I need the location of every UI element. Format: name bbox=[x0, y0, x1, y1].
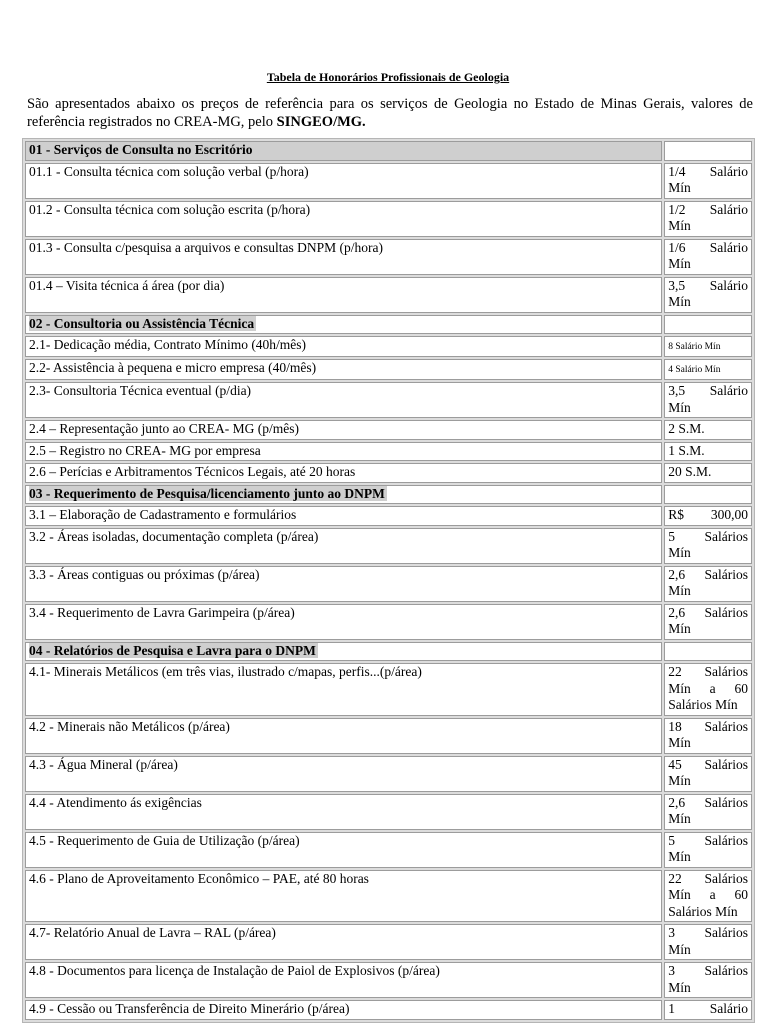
service-description: 4.9 - Cessão ou Transferência de Direito Minerário (p/área) bbox=[25, 1000, 662, 1020]
fee-value bbox=[664, 277, 752, 313]
fee-row bbox=[25, 1000, 752, 1020]
service-description: 4.1- Minerais Metálicos (em três vias, ilustrado c/mapas, perfis...(p/área) bbox=[25, 663, 662, 716]
section-title-text: 02 - Consultoria ou Assistência Técnica bbox=[29, 315, 255, 331]
service-description: 4.8 - Documentos para licença de Instalação de Paiol de Explosivos (p/área) bbox=[25, 962, 662, 998]
fee-value-line: 5 Salários bbox=[668, 832, 748, 848]
fee-value-text: 1 S.M. bbox=[668, 442, 705, 458]
fee-value-line: 3 Salários bbox=[668, 925, 748, 940]
fee-row bbox=[25, 528, 752, 564]
service-description: 2.1- Dedicação média, Contrato Mínimo (40h/mês) bbox=[25, 336, 662, 357]
fee-row bbox=[25, 794, 752, 830]
fee-row bbox=[25, 718, 752, 754]
fee-value bbox=[664, 794, 752, 830]
fee-value bbox=[664, 336, 752, 357]
service-description: 3.3 - Áreas contiguas ou próximas (p/área) bbox=[25, 566, 662, 602]
fee-value-line: 18 Salários bbox=[668, 718, 748, 734]
section-title bbox=[25, 642, 662, 662]
service-description: 01.3 - Consulta c/pesquisa a arquivos e consultas DNPM (p/hora) bbox=[25, 239, 662, 275]
fee-row bbox=[25, 463, 752, 483]
fee-value-line: Mín bbox=[668, 399, 691, 415]
section-header-row bbox=[25, 642, 752, 662]
fee-value-line: Mín bbox=[668, 849, 691, 864]
fee-value-line: Mín a 60 bbox=[668, 680, 748, 696]
section-title bbox=[25, 315, 662, 335]
service-description: 3.4 - Requerimento de Lavra Garimpeira (p/área) bbox=[25, 604, 662, 640]
fee-value bbox=[664, 359, 752, 380]
section-title bbox=[25, 485, 662, 505]
intro-paragraph bbox=[27, 95, 753, 131]
fee-row bbox=[25, 566, 752, 602]
service-description: 01.2 - Consulta técnica com solução escrita (p/hora) bbox=[25, 201, 662, 237]
service-description: 4.4 - Atendimento ás exigências bbox=[25, 794, 662, 830]
intro-emphasis: SINGEO/MG. bbox=[276, 114, 366, 130]
service-description: 4.5 - Requerimento de Guia de Utilização (p/área) bbox=[25, 832, 662, 868]
section-title: 01 - Serviços de Consulta no Escritório bbox=[25, 141, 662, 161]
fee-row bbox=[25, 663, 752, 716]
fee-value-line: 3,5 Salário bbox=[668, 383, 748, 398]
service-description: 01.1 - Consulta técnica com solução verbal (p/hora) bbox=[25, 163, 662, 199]
fee-value bbox=[664, 962, 752, 998]
fee-value-line: Mín a 60 bbox=[668, 887, 748, 902]
fee-value-line: 45 Salários bbox=[668, 756, 748, 772]
fee-row bbox=[25, 163, 752, 199]
service-description: 4.3 - Água Mineral (p/área) bbox=[25, 756, 662, 792]
fee-row bbox=[25, 442, 752, 462]
fee-row bbox=[25, 336, 752, 357]
fee-value-line: 1/4 Salário bbox=[668, 163, 748, 179]
fee-value bbox=[664, 1000, 752, 1020]
fee-value-line: Mín bbox=[668, 256, 691, 271]
fee-row bbox=[25, 756, 752, 792]
fee-value bbox=[664, 382, 752, 418]
fee-value bbox=[664, 832, 752, 868]
fees-table-body bbox=[25, 141, 752, 1020]
fee-value-line: 22 Salários bbox=[668, 870, 748, 886]
section-value-cell bbox=[664, 485, 752, 505]
service-description: 2.2- Assistência à pequena e micro empresa (40/mês) bbox=[25, 359, 662, 380]
fee-value bbox=[664, 756, 752, 792]
section-title-text: 03 - Requerimento de Pesquisa/licenciamento junto ao DNPM bbox=[29, 485, 385, 501]
fee-value-line: Mín bbox=[668, 294, 691, 309]
section-value-cell bbox=[664, 642, 752, 662]
section-value-cell bbox=[664, 141, 752, 161]
fee-value bbox=[664, 420, 752, 440]
fee-value-line: 2,6 Salários bbox=[668, 566, 748, 582]
fee-row bbox=[25, 924, 752, 960]
section-header-row bbox=[25, 141, 752, 161]
fee-row bbox=[25, 382, 752, 418]
fee-value-line: Salários Mín bbox=[668, 697, 738, 712]
fee-value bbox=[664, 201, 752, 237]
fee-value-line: Mín bbox=[668, 583, 691, 598]
service-description: 3.2 - Áreas isoladas, documentação completa (p/área) bbox=[25, 528, 662, 564]
section-header-row bbox=[25, 485, 752, 505]
fee-row bbox=[25, 239, 752, 275]
service-description: 3.1 – Elaboração de Cadastramento e formulários bbox=[25, 506, 662, 526]
fee-value-line: Salários Mín bbox=[668, 903, 738, 919]
service-description: 4.6 - Plano de Aproveitamento Econômico – PAE, até 80 horas bbox=[25, 870, 662, 923]
fee-row bbox=[25, 604, 752, 640]
fee-row bbox=[25, 962, 752, 998]
service-description: 4.2 - Minerais não Metálicos (p/área) bbox=[25, 718, 662, 754]
service-description: 4.7- Relatório Anual de Lavra – RAL (p/área) bbox=[25, 924, 662, 960]
fee-value-line: 3 Salários bbox=[668, 963, 748, 978]
fee-value bbox=[664, 528, 752, 564]
fee-value-line: 1/2 Salário bbox=[668, 201, 748, 217]
fee-value bbox=[664, 163, 752, 199]
page-title: Tabela de Honorários Profissionais de Geologia bbox=[266, 70, 510, 84]
fee-value bbox=[664, 663, 752, 716]
fee-value bbox=[664, 924, 752, 960]
fee-value-line: Mín bbox=[668, 811, 691, 826]
fee-row bbox=[25, 201, 752, 237]
fee-value bbox=[664, 604, 752, 640]
section-header-row bbox=[25, 315, 752, 335]
fee-value-line: Mín bbox=[668, 941, 691, 957]
section-title-text: 04 - Relatórios de Pesquisa e Lavra para o DNPM bbox=[29, 642, 316, 658]
fee-row bbox=[25, 420, 752, 440]
fee-value-text: 4 Salário Mín bbox=[668, 365, 721, 375]
fee-value bbox=[664, 442, 752, 462]
fee-value bbox=[664, 718, 752, 754]
service-description: 01.4 – Visita técnica á área (por dia) bbox=[25, 277, 662, 313]
fees-table bbox=[22, 138, 755, 1023]
fee-value-line: Mín bbox=[668, 218, 691, 233]
fee-value-text: 20 S.M. bbox=[668, 464, 712, 479]
fee-row bbox=[25, 832, 752, 868]
fee-value-text: 2 S.M. bbox=[668, 421, 705, 436]
service-description: 2.6 – Perícias e Arbitramentos Técnicos Legais, até 20 horas bbox=[25, 463, 662, 483]
section-value-cell bbox=[664, 315, 752, 335]
fee-value bbox=[664, 566, 752, 602]
fee-value-line: Mín bbox=[668, 545, 691, 560]
fee-value-line: 22 Salários bbox=[668, 664, 748, 679]
fee-value-line: Mín bbox=[668, 180, 691, 195]
service-description: 2.3- Consultoria Técnica eventual (p/dia) bbox=[25, 382, 662, 418]
fee-value bbox=[664, 506, 752, 526]
fee-row bbox=[25, 506, 752, 526]
fee-value bbox=[664, 463, 752, 483]
fee-value-line: 1 Salário bbox=[668, 1001, 748, 1016]
fee-value-line: 1/6 Salário bbox=[668, 239, 748, 255]
fee-value-line: 2,6 Salários bbox=[668, 794, 748, 810]
fee-value-text: 8 Salário Mín bbox=[668, 342, 721, 352]
fee-value-line: 5 Salários bbox=[668, 528, 748, 544]
fee-value-line: Mín bbox=[668, 979, 691, 995]
fee-value-line: 2,6 Salários bbox=[668, 604, 748, 620]
fee-row bbox=[25, 359, 752, 380]
fee-value-line: Mín bbox=[668, 735, 691, 750]
intro-text: São apresentados abaixo os preços de referência para os serviços de Geologia no Estado de Minas Gerais, valores de referência registrados no CREA-MG, pelo bbox=[27, 96, 753, 130]
fee-row bbox=[25, 870, 752, 923]
service-description: 2.4 – Representação junto ao CREA- MG (p/mês) bbox=[25, 420, 662, 440]
fee-value-line: Mín bbox=[668, 773, 691, 788]
service-description: 2.5 – Registro no CREA- MG por empresa bbox=[25, 442, 662, 462]
fee-value bbox=[664, 870, 752, 923]
fee-row bbox=[25, 277, 752, 313]
fee-value-line: R$ 300,00 bbox=[668, 507, 748, 522]
fee-value-line: Mín bbox=[668, 621, 691, 636]
fee-value bbox=[664, 239, 752, 275]
fee-value-line: 3,5 Salário bbox=[668, 277, 748, 293]
